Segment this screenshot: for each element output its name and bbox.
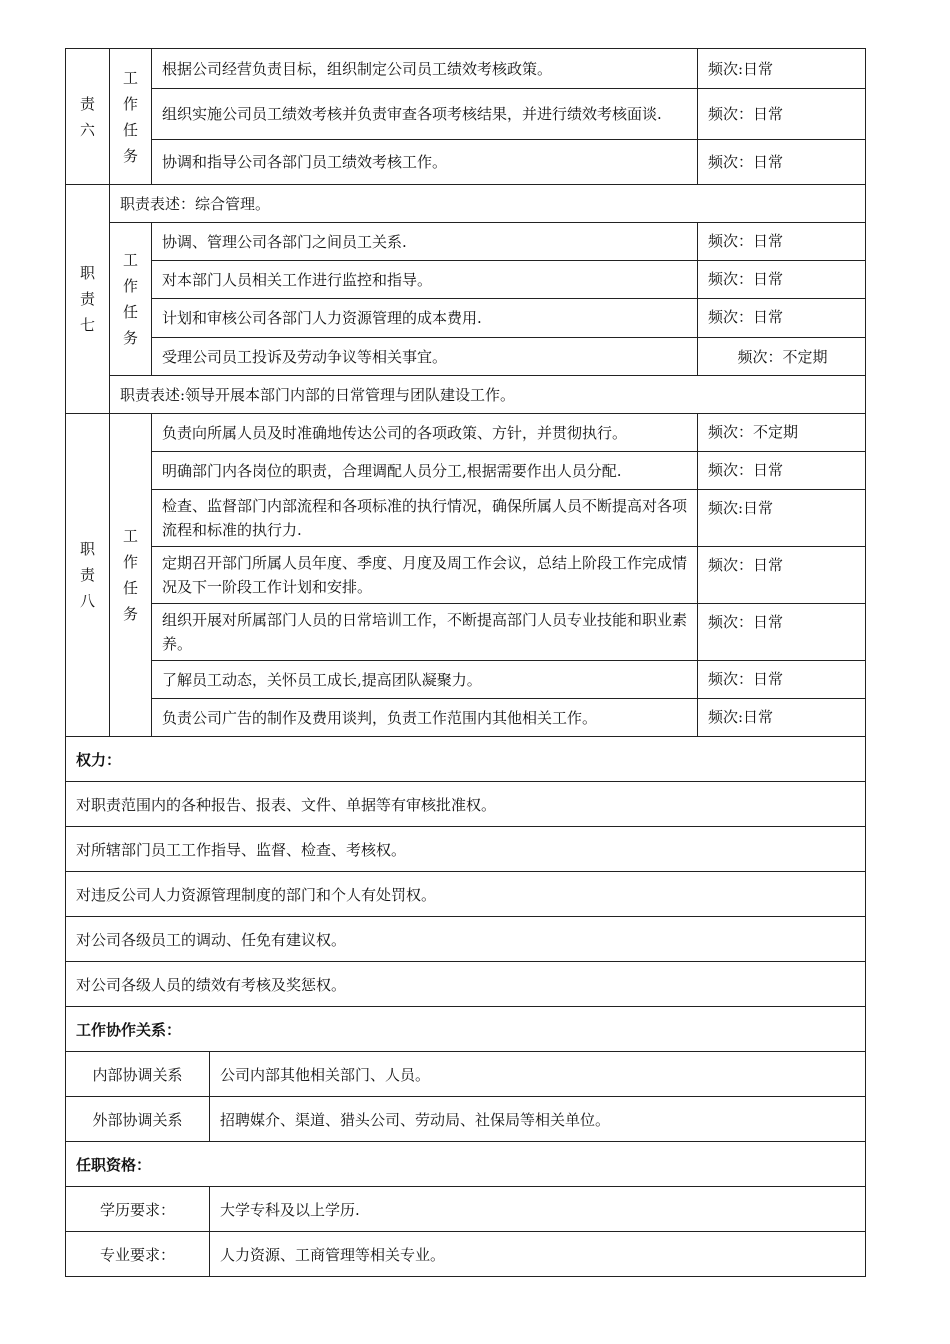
duty7-label: 职责七	[66, 185, 110, 414]
duty6-freq: 频次：日常	[698, 89, 866, 140]
qualification-value: 大学专科及以上学历.	[210, 1187, 866, 1232]
authority-item: 对所辖部门员工工作指导、监督、检查、考核权。	[66, 827, 866, 872]
job-description-document	[65, 48, 865, 1277]
qualification-label: 学历要求：	[66, 1187, 210, 1232]
cooperation-label: 外部协调关系	[66, 1097, 210, 1142]
duty8-task: 组织开展对所属部门人员的日常培训工作，不断提高部门人员专业技能和职业素养。	[152, 604, 698, 661]
duty7-freq: 频次：日常	[698, 223, 866, 261]
qualification-value: 人力资源、工商管理等相关专业。	[210, 1232, 866, 1277]
duty8-freq: 频次：日常	[698, 604, 866, 661]
duty8-freq: 频次：日常	[698, 661, 866, 699]
cooperation-label: 内部协调关系	[66, 1052, 210, 1097]
duty8-freq: 频次:日常	[698, 699, 866, 737]
qualification-heading: 任职资格：	[66, 1142, 866, 1187]
duty8-task: 检查、监督部门内部流程和各项标准的执行情况，确保所属人员不断提高对各项流程和标准的执行力.	[152, 490, 698, 547]
authority-table	[65, 736, 866, 1277]
duty8-task-label: 工作任务	[110, 414, 152, 737]
duty6-task: 组织实施公司员工绩效考核并负责审查各项考核结果，并进行绩效考核面谈.	[152, 89, 698, 140]
duty7-task: 受理公司员工投诉及劳动争议等相关事宜。	[152, 338, 698, 376]
authority-item: 对职责范围内的各种报告、报表、文件、单据等有审核批准权。	[66, 782, 866, 827]
duty7-freq: 频次：不定期	[698, 338, 866, 376]
duty8-description: 职责表述:领导开展本部门内部的日常管理与团队建设工作。	[110, 376, 866, 414]
duty8-freq: 频次：日常	[698, 547, 866, 604]
duty8-task: 负责向所属人员及时准确地传达公司的各项政策、方针，并贯彻执行。	[152, 414, 698, 452]
authority-item: 对公司各级人员的绩效有考核及奖惩权。	[66, 962, 866, 1007]
duty8-freq: 频次：日常	[698, 452, 866, 490]
duty6-task: 协调和指导公司各部门员工绩效考核工作。	[152, 140, 698, 185]
authority-item: 对公司各级员工的调动、任免有建议权。	[66, 917, 866, 962]
duty6-freq: 频次：日常	[698, 140, 866, 185]
duty7-task: 对本部门人员相关工作进行监控和指导。	[152, 261, 698, 299]
qualification-label: 专业要求：	[66, 1232, 210, 1277]
duty8-freq: 频次:日常	[698, 490, 866, 547]
duty7-task: 协调、管理公司各部门之间员工关系.	[152, 223, 698, 261]
duty8-label: 职责八	[66, 414, 110, 737]
duty8-task: 负责公司广告的制作及费用谈判，负责工作范围内其他相关工作。	[152, 699, 698, 737]
duty8-task: 定期召开部门所属人员年度、季度、月度及周工作会议，总结上阶段工作完成情况及下一阶段工作计划和安排。	[152, 547, 698, 604]
duties-table	[65, 48, 866, 737]
duty7-task-label: 工作任务	[110, 223, 152, 376]
cooperation-value: 招聘媒介、渠道、猎头公司、劳动局、社保局等相关单位。	[210, 1097, 866, 1142]
duty6-label: 责六	[66, 49, 110, 185]
authority-item: 对违反公司人力资源管理制度的部门和个人有处罚权。	[66, 872, 866, 917]
duty7-description: 职责表述：综合管理。	[110, 185, 866, 223]
duty8-task: 明确部门内各岗位的职责，合理调配人员分工,根据需要作出人员分配.	[152, 452, 698, 490]
cooperation-heading: 工作协作关系：	[66, 1007, 866, 1052]
duty7-freq: 频次：日常	[698, 299, 866, 338]
duty8-freq: 频次：不定期	[698, 414, 866, 452]
duty6-task-label: 工作任务	[110, 49, 152, 185]
duty7-freq: 频次：日常	[698, 261, 866, 299]
duty6-freq: 频次:日常	[698, 49, 866, 89]
cooperation-value: 公司内部其他相关部门、人员。	[210, 1052, 866, 1097]
duty6-task: 根据公司经营负责目标，组织制定公司员工绩效考核政策。	[152, 49, 698, 89]
duty8-task: 了解员工动态，关怀员工成长,提高团队凝聚力。	[152, 661, 698, 699]
duty7-task: 计划和审核公司各部门人力资源管理的成本费用.	[152, 299, 698, 338]
authority-heading: 权力：	[66, 737, 866, 782]
